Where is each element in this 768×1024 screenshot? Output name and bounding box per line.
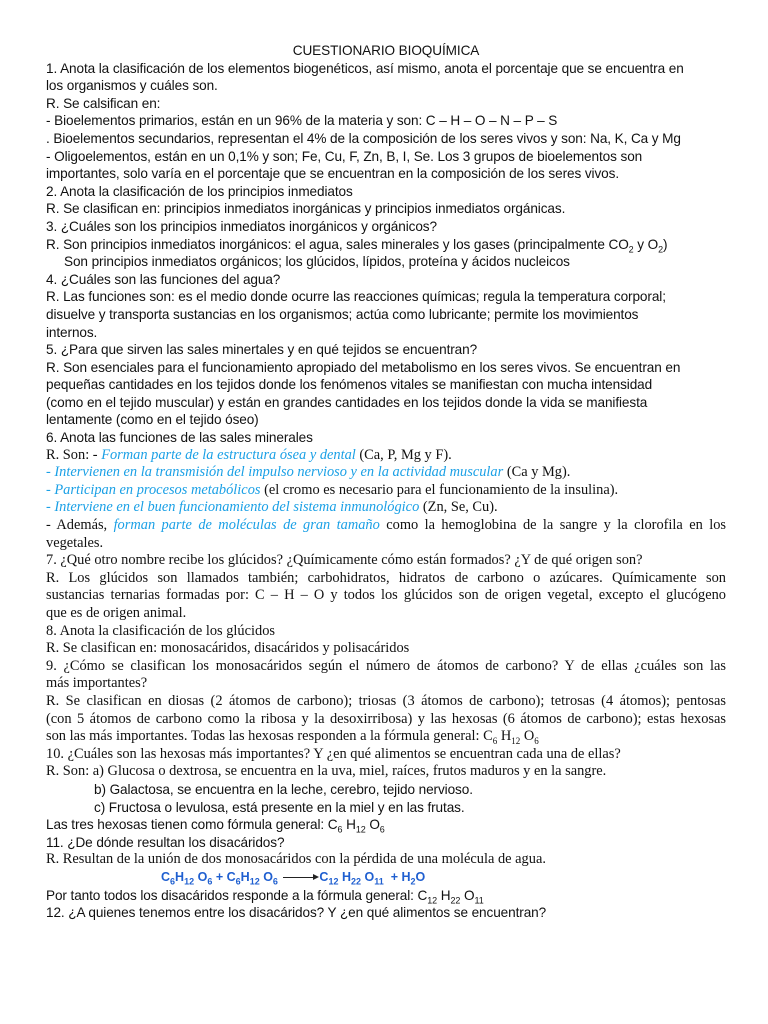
o-symbol: O <box>463 887 475 903</box>
answer-6-line-5 <box>46 517 726 535</box>
answer-6-line-6: vegetales. <box>46 534 104 551</box>
sub-6: 6 <box>272 876 278 887</box>
answer-4-line-2: disuelve y transporta sustancias en los organismos; actúa como lubricante; permite los movimientos <box>46 306 639 322</box>
sub-12: 12 <box>511 736 521 747</box>
answer-1-line-5: importantes, solo varía en el porcentaje que se encuentran en la composición de los seres vivos. <box>46 166 619 182</box>
plus-sign: + <box>215 869 224 884</box>
sub-11: 11 <box>474 895 484 906</box>
sub-11: 11 <box>374 876 384 887</box>
question-9-line-1: 9. ¿Cómo se clasifican los monosacáridos según el número de átomos de carbono? Y de ellas ¿cuáles son las <box>46 657 726 674</box>
answer-1-line-4: - Oligoelementos, están en un 0,1% y son; Fe, Cu, F, Zn, B, I, Se. Los 3 grupos de bioelementos son <box>46 148 643 164</box>
question-11: 11. ¿De dónde resultan los disacáridos? <box>46 834 285 850</box>
question-3: 3. ¿Cuáles son los principios inmediatos inorgánicos y orgánicos? <box>46 218 437 234</box>
answer-6-suffix-3: (el cromo es necesario para el funcionamiento de la insulina). <box>260 481 619 498</box>
answer-5-line-2: pequeñas cantidades en los tejidos donde los fenómenos vitales se manifiestan con mucha intensidad <box>46 377 653 393</box>
answer-6-suffix-4: (Zn, Se, Cu). <box>419 499 498 516</box>
sub-6: 6 <box>235 876 241 887</box>
sub-2: 2 <box>410 876 416 887</box>
c-symbol: C <box>319 869 329 884</box>
sub-12: 12 <box>328 876 339 887</box>
answer-6-suffix-1: (Ca, P, Mg y F). <box>355 446 452 463</box>
answer-3-line-2: Son principios inmediatos orgánicos; los glúcidos, lípidos, proteína y ácidos nucleicos <box>64 254 570 270</box>
sub-12: 12 <box>427 895 438 906</box>
answer-6-highlight-2: - Intervienen en la transmisión del impulso nervioso y en la actividad muscular <box>46 464 504 481</box>
answer-1-line-1: R. Se calsifican en: <box>46 95 161 111</box>
answer-6-line-1 <box>46 447 726 465</box>
sub-6: 6 <box>492 736 498 747</box>
o2-subscript: 2 <box>658 244 664 255</box>
answer-6-prefix-5: - Además, <box>46 517 114 534</box>
answer-4-line-1: R. Las funciones son: es el medio donde ocurre las reacciones químicas; regula la temperatura corporal; <box>46 289 666 305</box>
answer-6-highlight-4: - Interviene en el buen funcionamiento del sistema inmunológico <box>46 499 420 516</box>
answer-10-line-1: R. Son: a) Glucosa o dextrosa, se encuentra en la uva, miel, raíces, frutos maduros y en la sangre. <box>46 763 607 780</box>
answer-6-suffix-2: (Ca y Mg). <box>503 464 571 481</box>
answer-6-suffix-5: como la hemoglobina de la sangre y la clorofila en los <box>379 517 726 534</box>
sub-6: 6 <box>170 876 176 887</box>
answer-10-line-3: c) Fructosa o levulosa, está presente en la miel y en las frutas. <box>94 799 465 815</box>
answer-8: R. Se clasifican en: monosacáridos, disacáridos y polisacáridos <box>46 640 410 657</box>
o-symbol: O <box>263 869 273 884</box>
question-10: 10. ¿Cuáles son las hexosas más importantes? Y ¿en qué alimentos se encuentran cada una de ellas? <box>46 745 621 762</box>
disaccharide-formula-line <box>46 887 726 905</box>
disaccharide-text: Por tanto todos los disacáridos responde a la fórmula general: C <box>46 887 428 903</box>
question-8: 8. Anota la clasificación de los glúcidos <box>46 622 275 639</box>
sub-12: 12 <box>184 876 195 887</box>
question-9-line-2: más importantes? <box>46 675 148 692</box>
answer-3-line-1 <box>46 236 726 254</box>
h-symbol: H <box>346 817 356 833</box>
hexose-text: Las tres hexosas tienen como fórmula general: C <box>46 817 338 833</box>
answer-7-line-1: R. Los glúcidos son llamados también; carbohidratos, hidratos de carbono o azúcares. Químicamente son <box>46 569 726 586</box>
answer-6-highlight-5: forman parte de moléculas de gran tamaño <box>113 517 380 534</box>
answer-5-line-1: R. Son esenciales para el funcionamiento apropiado del metabolismo en los seres vivos. Se encuentran en <box>46 359 681 375</box>
reaction-arrow-icon <box>283 877 317 878</box>
h-symbol: H <box>341 869 351 884</box>
answer-3-mid: y O <box>633 236 659 252</box>
answer-9-text: son las más importantes. Todas las hexosas responden a la fórmula general: C <box>46 728 493 745</box>
answer-7-line-2: sustancias ternarias formadas por: C – H – O y todos los glúcidos son de origen vegetal, excepto el glucógeno <box>46 587 726 604</box>
disaccharide-reaction <box>46 869 726 887</box>
sub-6: 6 <box>337 824 343 835</box>
plus-sign: + <box>390 869 398 884</box>
answer-3-end: ) <box>663 236 668 252</box>
answer-1-line-2: - Bioelementos primarios, están en un 96% de la materia y son: C – H – O – N – P – S <box>46 113 558 129</box>
answer-5-line-3: (como en el tejido muscular) y están en grandes cantidades en los tejidos donde la vida se manifiesta <box>46 394 648 410</box>
sub-22: 22 <box>450 895 461 906</box>
answer-7-line-3: que es de origen animal. <box>46 605 187 621</box>
h-symbol: H <box>500 728 512 745</box>
c-symbol: C <box>161 869 171 884</box>
answer-2: R. Se clasifican en: principios inmediatos inorgánicas y principios inmediatos orgánicas. <box>46 201 566 217</box>
question-1-line-2: los organismos y cuáles son. <box>46 78 218 94</box>
answer-4-line-3: internos. <box>46 324 98 340</box>
answer-9-line-1: R. Se clasifican en diosas (2 átomos de carbono); triosas (3 átomos de carbono); tetrosas (4 átomos); pentosas <box>46 692 726 709</box>
question-2: 2. Anota la clasificación de los principios inmediatos <box>46 183 353 199</box>
h-symbol: H <box>175 869 185 884</box>
h-symbol: H <box>440 887 451 903</box>
co2-subscript: 2 <box>628 244 634 255</box>
answer-6-line-4 <box>46 499 726 517</box>
hexose-formula-line <box>46 816 726 834</box>
sub-6: 6 <box>534 736 539 747</box>
question-1-line-1: 1. Anota la clasificación de los elementos biogenéticos, así mismo, anota el porcentaje que se encuentra en <box>46 60 684 76</box>
sub-12: 12 <box>355 824 366 835</box>
question-7: 7. ¿Qué otro nombre recibe los glúcidos? ¿Químicamente cómo están formados? ¿Y de qué origen son? <box>46 552 643 569</box>
answer-6-prefix: R. Son: - <box>46 446 102 463</box>
answer-6-line-3 <box>46 482 726 500</box>
o-symbol: O <box>364 869 375 884</box>
answer-1-line-3: . Bioelementos secundarios, representan el 4% de la composición de los seres vivos y son: Na, K, Ca y Mg <box>46 130 681 146</box>
question-4: 4. ¿Cuáles son las funciones del agua? <box>46 271 281 287</box>
question-6: 6. Anota las funciones de las sales minerales <box>46 430 313 446</box>
sub-12: 12 <box>249 876 260 887</box>
answer-6-highlight-3: - Participan en procesos metabólicos <box>46 481 261 498</box>
page-title: CUESTIONARIO BIOQUÍMICA <box>292 43 480 58</box>
answer-3-text: R. Son principios inmediatos inorgánicos: el agua, sales minerales y los gases (principalmente CO <box>46 236 629 252</box>
o-symbol: O <box>197 869 208 884</box>
water-o-symbol: O <box>415 869 426 884</box>
sub-22: 22 <box>350 876 361 887</box>
answer-10-line-2: b) Galactosa, se encuentra en la leche, cerebro, tejido nervioso. <box>94 781 473 797</box>
question-5: 5. ¿Para que sirven las sales minertales y en qué tejidos se encuentran? <box>46 342 478 358</box>
o-symbol: O <box>523 728 535 745</box>
sub-6: 6 <box>207 876 213 887</box>
answer-5-line-4: lentamente (como en el tejido óseo) <box>46 412 259 428</box>
answer-11: R. Resultan de la unión de dos monosacáridos con la pérdida de una molécula de agua. <box>46 851 546 868</box>
water-h-symbol: H <box>401 869 411 884</box>
answer-6-line-2 <box>46 464 726 482</box>
document-page <box>46 42 726 922</box>
answer-9-line-2: (con 5 átomos de carbono como la ribosa y la desoxirribosa) y las hexosas (6 átomos de carbono); estas hexosas <box>46 710 726 727</box>
answer-9-line-3 <box>46 728 726 746</box>
o-symbol: O <box>369 817 380 833</box>
c-symbol: C <box>226 869 236 884</box>
sub-6: 6 <box>379 824 385 835</box>
answer-6-highlight-1: Forman parte de la estructura ósea y dental <box>101 446 356 463</box>
h-symbol: H <box>240 869 250 884</box>
question-12: 12. ¿A quienes tenemos entre los disacáridos? Y ¿en qué alimentos se encuentran? <box>46 905 547 921</box>
